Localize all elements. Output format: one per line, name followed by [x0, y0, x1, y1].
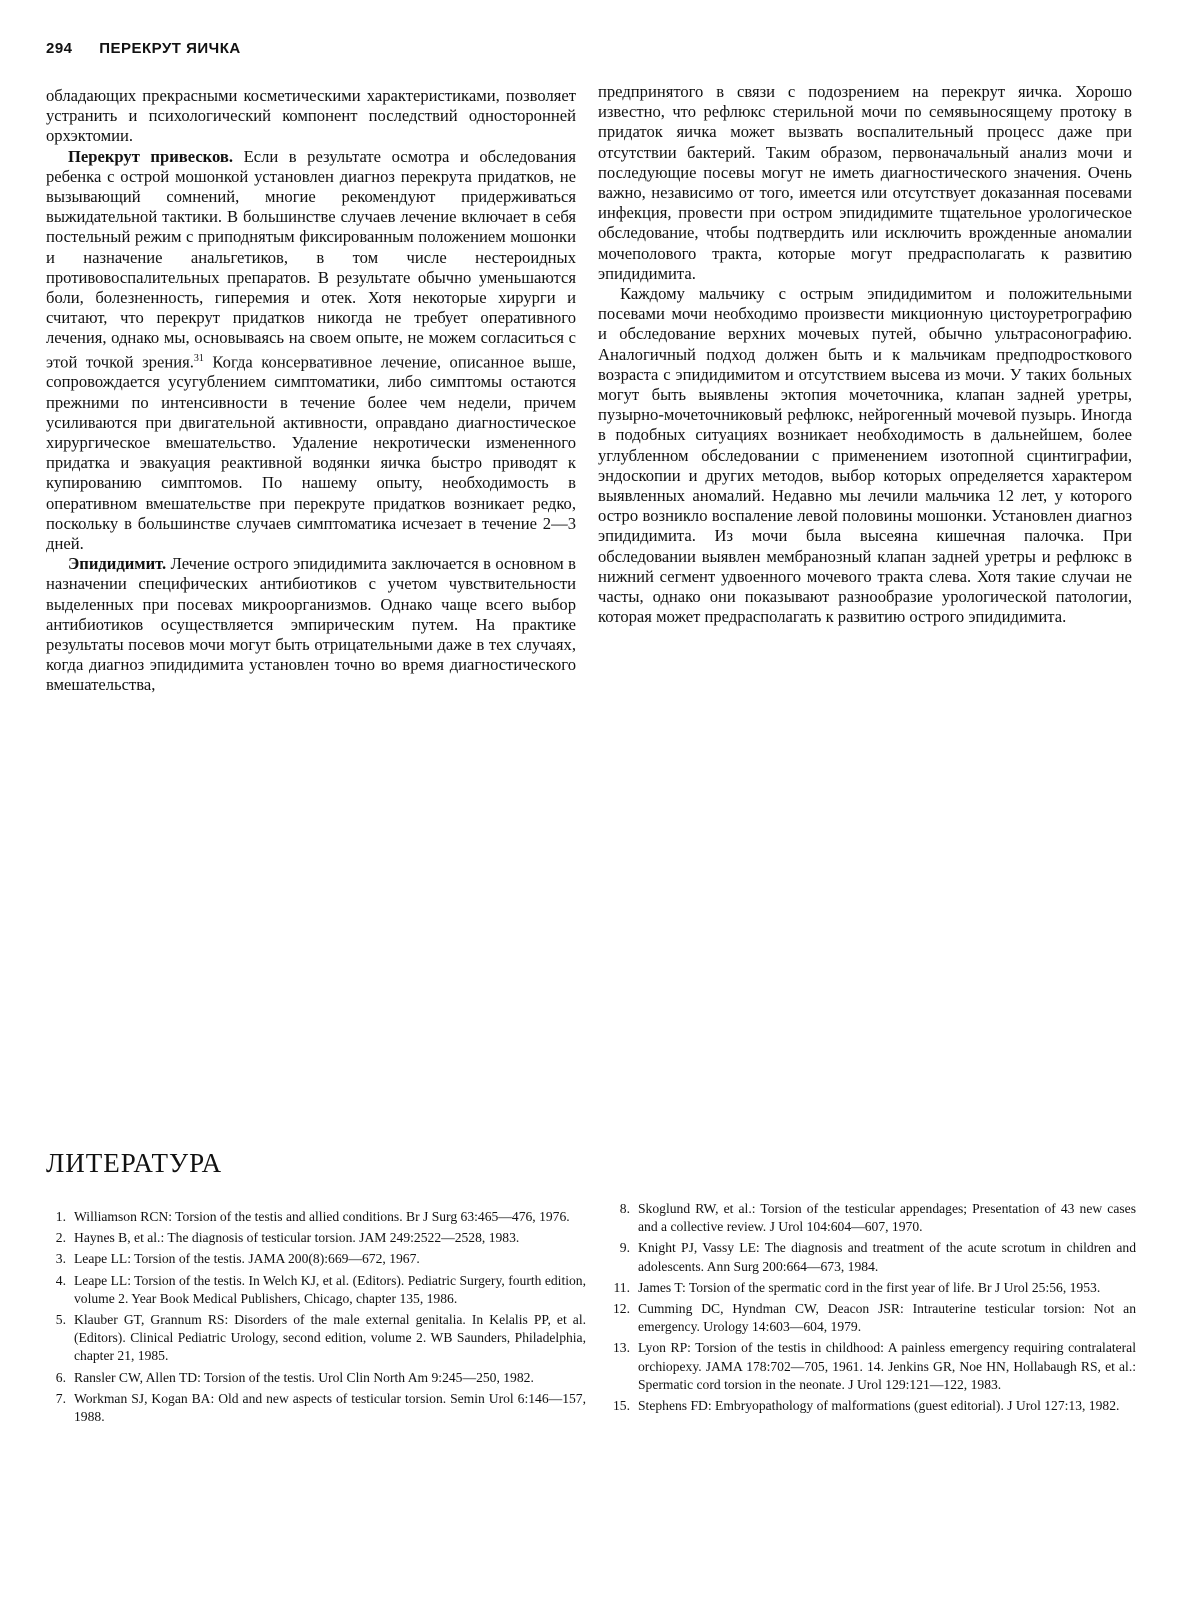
- reference-text: Ransler CW, Allen TD: Torsion of the testis. Urol Clin North Am 9:245—250, 1982.: [74, 1369, 534, 1385]
- reference-text: James T: Torsion of the spermatic cord in the first year of life. Br J Urol 25:56, 1953.: [638, 1279, 1101, 1295]
- reference-item: [610, 1397, 1136, 1415]
- reference-number: 9.: [619, 1240, 630, 1256]
- reference-item: [46, 1390, 586, 1426]
- reference-number: 12.: [613, 1301, 630, 1317]
- reference-number: 4.: [55, 1272, 66, 1288]
- reference-number: 15.: [613, 1398, 630, 1414]
- reference-number: 2.: [55, 1230, 66, 1246]
- reference-text: Leape LL: Torsion of the testis. In Welch KJ, et al. (Editors). Pediatric Surgery, fourth edition, volume 2. Year Book Medical Publishers, Chicago, chapter 135, 1986.: [74, 1272, 586, 1306]
- reference-text: Haynes B, et al.: The diagnosis of testicular torsion. JAM 249:2522—2528, 1983.: [74, 1230, 520, 1246]
- section-heading: Перекрут привесков.: [68, 146, 234, 166]
- section-heading: Эпидидимит.: [68, 554, 167, 574]
- page-header: [46, 40, 241, 57]
- reference-number: 1.: [55, 1209, 66, 1224]
- reference-number: 3.: [55, 1251, 66, 1267]
- reference-text: Lyon RP: Torsion of the testis in childhood: A painless emergency requiring contralateral orchiopexy. JAMA 178:702—705, 1961. 14. Jenkins GR, Noe HN, Hollabaugh RS, et al.: Spermatic cord torsion in the neonate. J Urol 129:121—122, 1983.: [638, 1340, 1136, 1392]
- paragraph: обладающих прекрасными косметическими характеристиками, позволяет устранить и психологический компонент последствий односторонней орхэктомии.: [46, 86, 576, 146]
- running-title: ПЕРЕКРУТ ЯИЧКА: [99, 40, 241, 57]
- citation-superscript: 31: [193, 352, 204, 364]
- reference-item: [46, 1369, 586, 1387]
- reference-number: 7.: [55, 1390, 66, 1406]
- reference-item: [46, 1311, 586, 1366]
- references-heading: ЛИТЕРАТУРА: [46, 1148, 223, 1178]
- reference-text: Skoglund RW, et al.: Torsion of the testicular appendages; Presentation of 43 new cases and a collective review. J Urol 104:604—607, 1970.: [638, 1201, 1136, 1235]
- reference-item: [610, 1200, 1136, 1236]
- references-list-right: [610, 1200, 1136, 1418]
- reference-item: [46, 1229, 586, 1247]
- reference-number: 13.: [613, 1340, 630, 1356]
- paragraph-epididymitis: Эпидидимит. Лечение острого эпидидимита заключается в основном в назначении специфических антибиотиков с учетом чувствительности выделенных при посевах микроорганизмов. Однако чаще всего выбор антибиотиков осуществляется эмпирическим путем. На практике результаты посевов мочи могут быть отрицательными даже в тех случаях, когда диагноз эпидидимита установлен точно во время диагностического вмешательства,: [46, 554, 576, 695]
- reference-text: Cumming DC, Hyndman CW, Deacon JSR: Intrauterine testicular torsion: Not an emergency. Urology 14:603—604, 1979.: [638, 1301, 1136, 1335]
- reference-number: 6.: [55, 1369, 66, 1385]
- reference-item: [46, 1272, 586, 1308]
- text-column-left: [46, 86, 576, 696]
- reference-text: Leape LL: Torsion of the testis. JAMA 200(8):669—672, 1967.: [74, 1251, 420, 1267]
- reference-number: 5.: [55, 1312, 66, 1328]
- paragraph: Каждому мальчику с острым эпидидимитом и положительными посевами мочи необходимо произвести микционную цистоуретрографию и обследование верхних мочевых путей, обычно ультрасонографию. Аналогичный подход должен быть и к мальчикам предподросткового возраста с эпидидимитом и отсутствием высева из мочи. У таких больных могут быть выявлены эктопия мочеточника, клапан задней уретры, пузырно-мочеточниковый рефлюкс, нейрогенный мочевой пузырь. Иногда в подобных ситуациях возникает необходимость в дальнейшем, более углубленном обследовании с применением изотопной сцинтиграфии, эндоскопии и других методов, выбор которых определяется характером выявленных аномалий. Недавно мы лечили мальчика 12 лет, у которого остро возникло воспаление левой половины мошонки. Установлен диагноз эпидидимита. Из мочи была высеяна кишечная палочка. При обследовании выявлен мембранозный клапан задней уретры и рефлюкс в нижний сегмент удвоенного мочевого тракта слева. Хотя такие случаи не часты, однако они показывают разнообразие урологической патологии, которая может предрасполагать к развитию острого эпидидимита.: [598, 284, 1132, 627]
- reference-text: Stephens FD: Embryopathology of malformations (guest editorial). J Urol 127:13, 1982.: [638, 1398, 1120, 1414]
- reference-item: [46, 1208, 586, 1226]
- reference-text: Workman SJ, Kogan BA: Old and new aspects of testicular torsion. Semin Urol 6:146—157, 1988.: [74, 1390, 586, 1425]
- reference-item: [610, 1300, 1136, 1336]
- reference-text: Klauber GT, Grannum RS: Disorders of the male external genitalia. In Kelalis PP, et al. (Editors). Clinical Pediatric Urology, second edition, volume 2. WB Saunders, Philadelphia, chapter 21, 1985.: [74, 1312, 586, 1364]
- references-list-left: [46, 1208, 586, 1429]
- text-column-right: [598, 82, 1132, 627]
- reference-item: [610, 1339, 1136, 1394]
- paragraph: предпринятого в связи с подозрением на перекрут яичка. Хорошо известно, что рефлюкс стерильной мочи по семявыносящему протоку в придаток яичка может вызвать воспалительный процесс даже при отсутствии бактерий. Таким образом, первоначальный анализ мочи и последующие посевы могут не иметь диагностического значения. Очень важно, независимо от того, имеется или отсутствует доказанная посевами инфекция, провести при остром эпидидимите тщательное урологическое обследование, чтобы подтвердить или исключить врожденные аномалии мочеполового тракта, которые могут предрасполагать к развитию эпидидимита.: [598, 82, 1132, 283]
- reference-text: Knight PJ, Vassy LE: The diagnosis and treatment of the acute scrotum in children and adolescents. Ann Surg 200:664—673, 1984.: [638, 1240, 1136, 1274]
- paragraph-appendage-torsion: Перекрут привесков. Если в результате осмотра и обследования ребенка с острой мошонкой установлен диагноз перекрута придатков, не вызывающий сомнений, многие рекомендуют придерживаться выжидательной тактики. В большинстве случаев лечение включает в себя постельный режим с приподнятым фиксированным положением мошонки и назначение анальгетиков, в том числе нестероидных противовоспалительных препаратов. В результате обычно уменьшаются боли, болезненность, гиперемия и отек. Хотя некоторые хирурги и считают, что перекрут придатков никогда не требует оперативного лечения, однако мы, основываясь на своем опыте, не можем согласиться с этой точкой зрения.$^{31}$ Когда консервативное лечение, описанное выше, сопровождается усугублением симптоматики, либо симптомы остаются прежними по интенсивности в течение более чем недели, причем усиливаются при двигательной активности, оправдано диагностическое хирургическое вмешательство. Удаление некротически измененного придатка и эвакуация реактивной водянки яичка быстро приводят к купированию симптомов. По нашему опыту, необходимость в оперативном вмешательстве при перекруте придатков возникает редко, поскольку в большинстве случаев симптоматика исчезает в течение 2—3 дней.: [46, 146, 576, 553]
- reference-item: [610, 1239, 1136, 1275]
- reference-number: 11.: [613, 1279, 630, 1295]
- reference-item: [46, 1250, 586, 1268]
- page-number: 294: [46, 40, 73, 57]
- reference-number: 8.: [619, 1201, 630, 1216]
- reference-text: Williamson RCN: Torsion of the testis and allied conditions. Br J Surg 63:465—476, 1976.: [74, 1209, 570, 1224]
- reference-item: [610, 1279, 1136, 1297]
